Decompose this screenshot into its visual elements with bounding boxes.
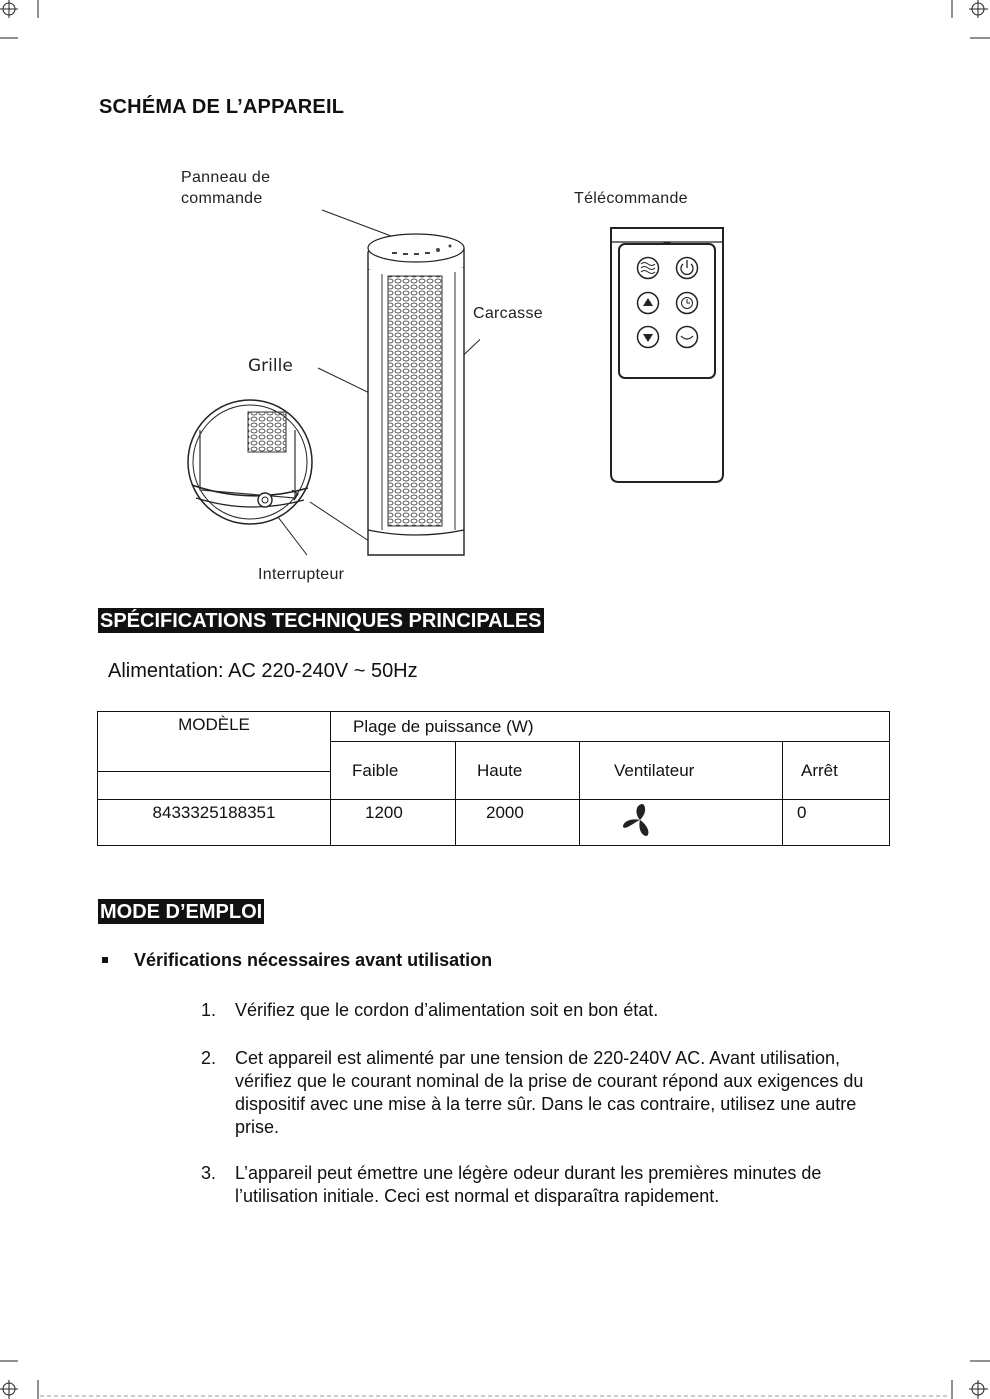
- step-number: 3.: [201, 1163, 217, 1183]
- model-header: MODÈLE: [178, 715, 250, 734]
- faible-cell: [331, 800, 456, 846]
- fan-icon: [620, 800, 660, 840]
- col-ventilateur: [580, 742, 783, 800]
- power-supply-text: Alimentation: AC 220-240V ~ 50Hz: [108, 660, 418, 682]
- step-text: L’appareil peut émettre une légère odeur durant les premières minutes de l’utilisation initiale. Ceci est normal et disparaîtra rapidement.: [235, 1163, 822, 1206]
- label-carcasse: Carcasse: [473, 305, 543, 322]
- step-number: 2.: [201, 1048, 217, 1068]
- down-arrow-icon[interactable]: [638, 327, 659, 348]
- haute-value: 2000: [486, 803, 524, 822]
- step-text: Vérifiez que le cordon d’alimentation soit en bon état.: [235, 1000, 659, 1020]
- label-telecommande: Télécommande: [574, 190, 688, 207]
- step-text: Cet appareil est alimenté par une tension de 220-240V AC. Avant utilisation, vérifiez que le courant nominal de la prise de courant répond aux exigences du dispositif avec une mise à la terre sûr. Dans le cas contraire, utilisez une autre prise.: [235, 1048, 864, 1137]
- bullet-item: [99, 950, 492, 971]
- bullet-square: [102, 957, 108, 963]
- model-header-cell: [98, 712, 331, 772]
- oscillation-icon[interactable]: [677, 327, 698, 348]
- label-panneau-line1: Panneau de: [181, 169, 271, 186]
- label-panneau-line2: commande: [181, 190, 263, 207]
- power-icon[interactable]: [677, 258, 698, 279]
- heading-specs: SPÉCIFICATIONS TECHNIQUES PRINCIPALES: [100, 610, 542, 632]
- registration-mark-bottom-right: [969, 1380, 988, 1399]
- col-ventilateur-label: Ventilateur: [614, 760, 695, 780]
- empty-model-cell: [98, 772, 331, 800]
- col-faible: [331, 742, 456, 800]
- registration-mark-top-right: [969, 0, 988, 18]
- col-faible-label: Faible: [352, 760, 399, 780]
- wave-icon[interactable]: [638, 258, 659, 279]
- registration-mark-bottom-left: [0, 1380, 18, 1399]
- label-interrupteur: Interrupteur: [258, 566, 345, 583]
- specs-table: [97, 711, 890, 846]
- heater-illustration: [170, 200, 480, 570]
- faible-value: 1200: [365, 803, 403, 822]
- col-arret-label: Arrêt: [801, 760, 838, 780]
- col-haute-label: Haute: [477, 760, 523, 780]
- bullet-title: Vérifications nécessaires avant utilisation: [134, 950, 493, 970]
- model-value: 8433325188351: [152, 803, 276, 822]
- step-number: 1.: [201, 1000, 217, 1020]
- label-grille: Grille: [248, 356, 293, 376]
- timer-icon[interactable]: [677, 293, 698, 314]
- power-range-header-cell: [331, 712, 890, 742]
- heading-schema: SCHÉMA DE L’APPAREIL: [99, 96, 345, 118]
- remote-illustration: [605, 222, 730, 487]
- haute-cell: [456, 800, 580, 846]
- col-haute: [456, 742, 580, 800]
- arret-cell: [783, 800, 890, 846]
- arret-value: 0: [797, 803, 807, 822]
- power-range-header: Plage de puissance (W): [353, 716, 534, 736]
- heading-mode: MODE D’EMPLOI: [100, 901, 263, 923]
- up-arrow-icon[interactable]: [638, 293, 659, 314]
- model-cell: [98, 800, 331, 846]
- col-arret: [783, 742, 890, 800]
- ventilateur-cell: [580, 800, 783, 846]
- registration-mark-top-left: [0, 0, 18, 18]
